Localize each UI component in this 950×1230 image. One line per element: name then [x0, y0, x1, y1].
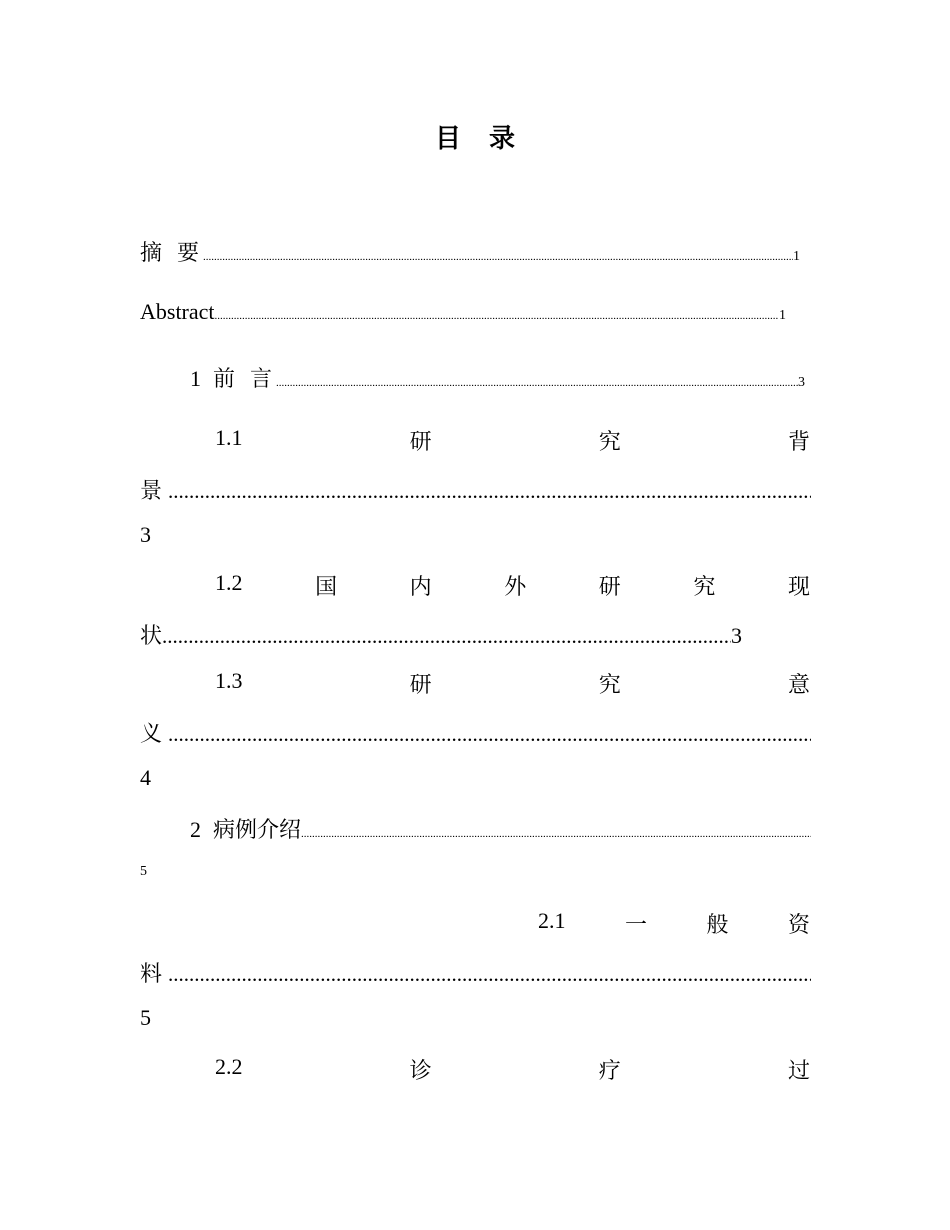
leader-dots	[215, 310, 779, 322]
toc-entry-2-1-line1[interactable]	[538, 908, 810, 939]
leader-dots	[203, 251, 793, 263]
page-number: 1	[779, 308, 786, 323]
toc-entry-char: 外	[504, 575, 527, 600]
toc-entry-char: 状	[140, 624, 163, 649]
toc-entry-char: 究	[598, 673, 621, 698]
toc-title-char-1: 目	[434, 124, 461, 154]
toc-entry-number: 2.1	[538, 908, 566, 933]
toc-entry-1-3-line2[interactable]	[140, 717, 811, 748]
toc-entry-char: 内	[409, 575, 432, 600]
page-number: 5	[140, 1005, 151, 1030]
toc-entry-char: 料	[140, 962, 163, 987]
toc-entry-label: Abstract	[140, 299, 215, 324]
toc-entry-char: 资	[787, 913, 810, 938]
toc-entry-number: 1.2	[215, 570, 243, 595]
toc-entry-char: 景	[140, 479, 163, 504]
toc-entry-char: 研	[598, 575, 621, 600]
toc-entry-label: 摘 要	[140, 241, 203, 266]
toc-entry-char: 一	[624, 913, 647, 938]
leader-dots	[162, 624, 731, 649]
toc-entry-label: 前 言	[213, 367, 276, 392]
toc-entry-1-2-line2[interactable]	[140, 619, 742, 650]
toc-entry-char: 国	[315, 575, 338, 600]
toc-entry-char: 意	[787, 673, 810, 698]
leader-dots	[168, 479, 811, 504]
toc-entry-char: 过	[787, 1059, 810, 1084]
leader-dots	[168, 962, 811, 987]
page-number: 3	[731, 623, 742, 648]
toc-entry-number: 2	[190, 817, 201, 842]
toc-entry-2-2-line1[interactable]	[215, 1054, 810, 1085]
leader-dots	[276, 377, 798, 389]
toc-entry-number: 1	[190, 366, 201, 391]
toc-entry-char: 诊	[409, 1059, 432, 1084]
page-number: 1	[793, 249, 800, 264]
toc-entry-char: 究	[693, 575, 716, 600]
toc-entry-1-2-line1[interactable]	[215, 570, 810, 601]
toc-title	[0, 118, 950, 155]
toc-entry-char: 般	[706, 913, 729, 938]
toc-entry-1-1-line1[interactable]	[215, 425, 810, 456]
toc-entry-number: 1.3	[215, 668, 243, 693]
toc-entry-char: 背	[787, 430, 810, 455]
leader-dots	[301, 828, 811, 840]
toc-entry-char: 义	[140, 722, 163, 747]
toc-entry-number: 1.1	[215, 425, 243, 450]
page-number: 5	[140, 864, 147, 879]
page-number: 3	[140, 522, 151, 547]
toc-entry-2-1-line2[interactable]	[140, 957, 811, 988]
toc-entry-1-3-line1[interactable]	[215, 668, 810, 699]
toc-entry-chapter-2[interactable]	[190, 813, 811, 844]
toc-title-char-2: 录	[489, 124, 516, 154]
toc-entry-label: 病例介绍	[213, 818, 302, 843]
toc-entry-abstract-cn[interactable]	[140, 236, 800, 267]
toc-entry-1-1-line2[interactable]	[140, 474, 811, 505]
toc-entry-char: 研	[409, 430, 432, 455]
page-number: 4	[140, 765, 151, 790]
toc-entry-number: 2.2	[215, 1054, 243, 1079]
page-number: 3	[798, 375, 805, 390]
toc-entry-abstract-en[interactable]	[140, 299, 786, 325]
toc-entry-char: 研	[409, 673, 432, 698]
toc-entry-char: 究	[598, 430, 621, 455]
leader-dots	[168, 722, 811, 747]
toc-entry-char: 疗	[598, 1059, 621, 1084]
toc-entry-chapter-1[interactable]	[190, 362, 805, 393]
toc-entry-char: 现	[787, 575, 810, 600]
